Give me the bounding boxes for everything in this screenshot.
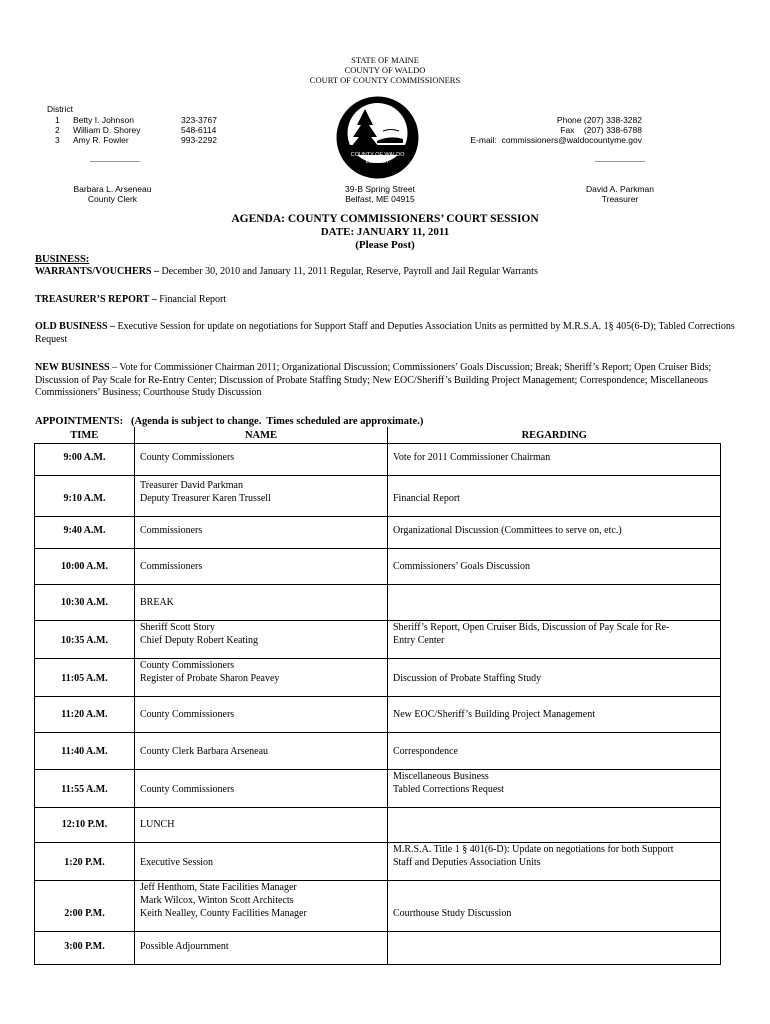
appointment-name-line: County Commissioners (140, 452, 235, 463)
agenda-title: AGENDA: COUNTY COMMISSIONERS’ COURT SESSION (231, 213, 539, 225)
appointment-name-line: Jeff Henthom, State Facilities Manager (140, 882, 297, 893)
appointment-name-line: County Commissioners (140, 784, 235, 795)
appointment-name-line: County Clerk Barbara Arseneau (140, 746, 269, 757)
column-header-regarding: REGARDING (388, 427, 721, 444)
clerk-block (55, 184, 170, 204)
address-block (315, 184, 445, 204)
appointment-regarding (388, 770, 721, 808)
appointment-regarding-line: M.R.S.A. Title 1 § 401(6-D): Update on negotiations for both Support (393, 844, 674, 855)
appointment-regarding (388, 444, 721, 476)
appointment-regarding-line: Entry Center (393, 635, 445, 646)
appointment-name-line: Chief Deputy Robert Keating (140, 635, 259, 646)
state-line: STATE OF MAINE (351, 55, 419, 65)
appointment-name-line: LUNCH (140, 819, 175, 830)
table-row (35, 808, 721, 843)
appointment-name-line: Treasurer David Parkman (140, 480, 243, 491)
table-row (35, 770, 721, 808)
appointment-name (135, 517, 388, 549)
appointment-regarding-line: Vote for 2011 Commissioner Chairman (393, 452, 551, 463)
divider (90, 161, 140, 162)
appointment-name-line: Keith Nealley, County Facilities Manager (140, 908, 307, 919)
appointments-body (35, 444, 721, 965)
appointment-regarding-line: Discussion of Probate Staffing Study (393, 673, 542, 684)
appointment-regarding-line: Courthouse Study Discussion (393, 908, 512, 919)
office-email: E-mail: commissioners@waldocountyme.gov (470, 135, 642, 145)
seal-year: Est. 1827 (365, 159, 390, 165)
appointment-time: 10:35 A.M. (35, 621, 135, 659)
street-address: 39-B Spring Street (345, 184, 415, 194)
court-line: COURT OF COUNTY COMMISSIONERS (309, 75, 461, 85)
appointment-regarding (388, 659, 721, 697)
appointment-name (135, 770, 388, 808)
appointment-time: 9:10 A.M. (35, 476, 135, 517)
district-number: 2 (55, 125, 60, 135)
office-fax: Fax (207) 338-6788 (560, 125, 642, 135)
appointment-regarding-line: Tabled Corrections Request (393, 784, 504, 795)
appointment-time: 11:20 A.M. (35, 697, 135, 733)
treasurer-report-text: Financial Report (156, 294, 227, 305)
commissioner-phone: 323-3767 (181, 115, 217, 125)
appointment-regarding (388, 585, 721, 621)
appointment-name (135, 621, 388, 659)
table-row (35, 697, 721, 733)
treasurer-report-section (35, 294, 735, 307)
business-heading: BUSINESS: (35, 254, 90, 265)
appointment-regarding-line: Commissioners’ Goals Discussion (393, 561, 531, 572)
column-header-name: NAME (135, 427, 388, 444)
appointments-table (34, 427, 721, 965)
new-business-text: – Vote for Commissioner Chairman 2011; Organizational Discussion; Commissioners’ Goals Discussion; Break; Sheriff’s Report; Open Cruiser Bids; Discussion of Pay Scale for Re-Entry Center; Discussion of Probate Staffing Study; New EOC/Sheriff’s Building Project Management; Correspondence; Miscellaneous Commissioners’ Business; Courthouse Study Discussion (35, 362, 712, 398)
treasurer-block (565, 184, 675, 204)
new-business-section (35, 362, 735, 400)
appointment-name (135, 808, 388, 843)
district-number: 3 (55, 135, 60, 145)
commissioner-phones (181, 115, 217, 145)
appointment-name (135, 585, 388, 621)
appointment-regarding (388, 881, 721, 932)
appointment-regarding (388, 932, 721, 965)
old-business-text: Executive Session for update on negotiations for Support Staff and Deputies Association Units as permitted by M.R.S.A. 1§ 405(6-D); Tabled Corrections Request (35, 321, 735, 345)
appointment-name (135, 476, 388, 517)
appointment-name (135, 549, 388, 585)
appointment-name (135, 697, 388, 733)
appointment-time: 10:00 A.M. (35, 549, 135, 585)
treasurer-report-label: TREASURER’S REPORT – (35, 294, 157, 305)
appointment-time: 1:20 P.M. (35, 843, 135, 881)
clerk-name: Barbara L. Arseneau (73, 184, 152, 194)
district-number: 1 (55, 115, 60, 125)
appointment-time: 10:30 A.M. (35, 585, 135, 621)
warrants-text: December 30, 2010 and January 11, 2011 Regular, Reserve, Payroll and Jail Regular Warrants (158, 266, 538, 277)
commissioner-phone: 548-6114 (181, 125, 217, 135)
district-member (55, 115, 191, 125)
commissioner-phone: 993-2292 (181, 135, 217, 145)
appointment-name-line: Executive Session (140, 857, 214, 868)
appointment-time: 3:00 P.M. (35, 932, 135, 965)
appointment-time: 11:55 A.M. (35, 770, 135, 808)
appointment-time: 11:05 A.M. (35, 659, 135, 697)
county-line: COUNTY OF WALDO (344, 65, 426, 75)
table-row (35, 585, 721, 621)
table-row (35, 444, 721, 476)
column-header-time: TIME (35, 427, 135, 444)
appointment-regarding (388, 843, 721, 881)
table-row (35, 549, 721, 585)
appointment-name-line: Commissioners (140, 525, 203, 536)
appointment-time: 11:40 A.M. (35, 733, 135, 770)
table-row (35, 517, 721, 549)
appointment-regarding-line: Staff and Deputies Association Units (393, 857, 541, 868)
appointment-name (135, 659, 388, 697)
appointment-time: 9:00 A.M. (35, 444, 135, 476)
appointment-name (135, 881, 388, 932)
appointment-regarding-line: Organizational Discussion (Committees to serve on, etc.) (393, 525, 622, 536)
appointment-regarding (388, 549, 721, 585)
district-member (55, 125, 191, 135)
commissioner-name: William D. Shorey (73, 125, 141, 135)
appointment-regarding (388, 517, 721, 549)
county-seal-logo (335, 95, 420, 180)
appointment-regarding (388, 621, 721, 659)
appointment-name-line: Sheriff Scott Story (140, 622, 215, 633)
appointment-name-line: Commissioners (140, 561, 203, 572)
treasurer-name: David A. Parkman (585, 184, 655, 194)
commissioner-name: Amy R. Fowler (73, 135, 129, 145)
agenda-date: DATE: JANUARY 11, 2011 (320, 226, 450, 238)
warrants-section (35, 266, 735, 279)
old-business-label: OLD BUSINESS – (35, 321, 116, 332)
appointment-regarding (388, 476, 721, 517)
office-contact (470, 115, 642, 145)
treasurer-title: Treasurer (601, 194, 639, 204)
seal-text: COUNTY OF WALDO (350, 152, 405, 158)
warrants-label: WARRANTS/VOUCHERS – (35, 266, 159, 277)
appointment-regarding (388, 808, 721, 843)
appointments-heading: APPOINTMENTS: (Agenda is subject to change. Times scheduled are approximate.) (35, 416, 424, 427)
appointment-regarding-line: Financial Report (393, 493, 460, 504)
appointment-regarding (388, 697, 721, 733)
table-row (35, 621, 721, 659)
office-phone: Phone (207) 338-3282 (556, 115, 642, 125)
agenda-title-block (0, 213, 770, 252)
letterhead (0, 55, 770, 85)
commissioner-name: Betty I. Johnson (73, 115, 134, 125)
appointment-time: 2:00 P.M. (35, 881, 135, 932)
appointment-name-line: Deputy Treasurer Karen Trussell (140, 493, 271, 504)
table-row (35, 733, 721, 770)
appointment-name-line: BREAK (140, 597, 174, 608)
clerk-title: County Clerk (87, 194, 138, 204)
appointment-name-line: Possible Adjournment (140, 941, 229, 952)
appointment-regarding (388, 733, 721, 770)
appointment-time: 9:40 A.M. (35, 517, 135, 549)
appointment-name-line: Mark Wilcox, Winton Scott Architects (140, 895, 294, 906)
appointment-name (135, 932, 388, 965)
appointment-regarding-line: Correspondence (393, 746, 458, 757)
appointment-name (135, 733, 388, 770)
appointment-time: 12:10 P.M. (35, 808, 135, 843)
divider (595, 161, 645, 162)
table-row (35, 843, 721, 881)
appointment-regarding-line: Miscellaneous Business (393, 771, 489, 782)
table-row (35, 881, 721, 932)
appointment-name (135, 843, 388, 881)
table-row (35, 659, 721, 697)
district-member (55, 135, 191, 145)
appointment-name-line: County Commissioners (140, 660, 235, 671)
new-business-label: NEW BUSINESS (35, 362, 110, 373)
appointment-name-line: Register of Probate Sharon Peavey (140, 673, 280, 684)
old-business-section (35, 321, 735, 346)
appointment-name (135, 444, 388, 476)
table-header-row (35, 427, 721, 444)
appointment-name-line: County Commissioners (140, 709, 235, 720)
table-row (35, 476, 721, 517)
district-label: District (47, 104, 73, 114)
agenda-note: (Please Post) (355, 239, 415, 251)
appointment-regarding-line: Sheriff’s Report, Open Cruiser Bids, Discussion of Pay Scale for Re- (393, 622, 670, 633)
table-row (35, 932, 721, 965)
city-state-zip: Belfast, ME 04915 (345, 194, 415, 204)
appointment-regarding-line: New EOC/Sheriff’s Building Project Management (393, 709, 596, 720)
